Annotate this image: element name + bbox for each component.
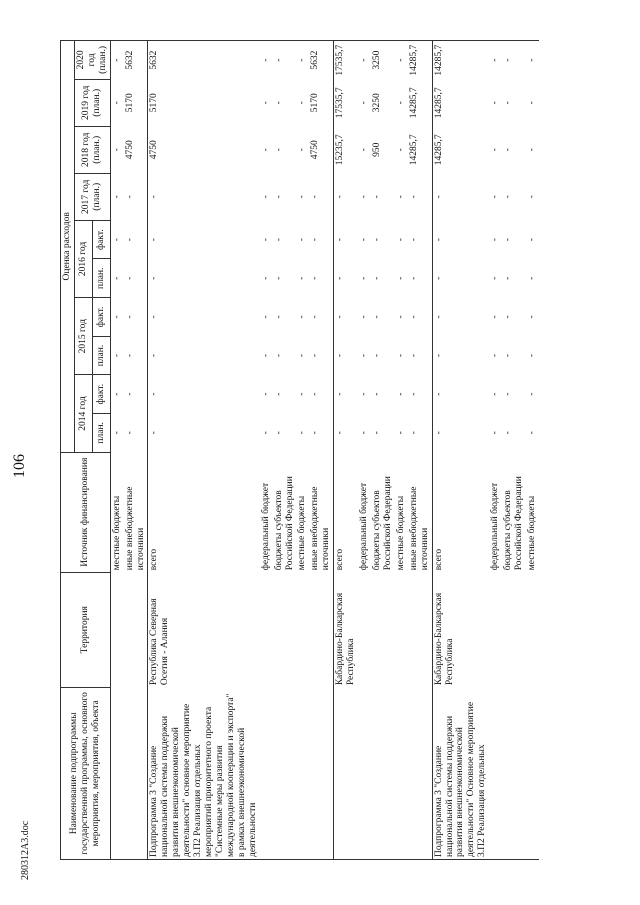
cell-territory	[309, 572, 333, 687]
cell-value: -	[359, 431, 370, 435]
cell-value: -	[297, 431, 308, 435]
cell-value: -	[490, 238, 501, 242]
cell-value: -	[260, 41, 273, 80]
cell-value: -	[371, 353, 382, 358]
cell-value: 3250	[371, 93, 382, 113]
cell-value: -	[371, 431, 382, 435]
cell-name	[110, 687, 123, 859]
cell-value: -	[335, 195, 346, 199]
cell-value: -	[490, 431, 501, 435]
header-2019: 2019 год (план.)	[74, 79, 110, 126]
cell-value: -	[490, 195, 501, 199]
cell-value: -	[124, 375, 148, 414]
cell-value: -	[503, 101, 514, 105]
cell-source: бюджеты субъектов Российской Федерации	[503, 476, 525, 571]
rotated-table-page	[60, 40, 620, 860]
cell-value: -	[273, 353, 284, 358]
cell-value: -	[309, 336, 333, 375]
cell-value: -	[408, 173, 432, 220]
cell-value: -	[124, 298, 148, 337]
cell-territory: Кабардино-Балкарская Республика	[335, 592, 357, 686]
table-body	[110, 41, 539, 860]
cell-source: бюджеты субъектов Российской Федерации	[371, 476, 393, 571]
table-row	[148, 41, 260, 860]
cell-source: иные внебюджетные источники	[408, 452, 432, 572]
header-2016: 2016 год	[74, 220, 92, 297]
cell-territory	[489, 572, 502, 687]
cell-value: 14285,7	[432, 41, 489, 80]
cell-value: -	[433, 392, 444, 396]
cell-value: -	[408, 220, 432, 259]
table-row	[371, 41, 395, 860]
cell-value: -	[297, 392, 308, 396]
cell-value: -	[335, 238, 346, 242]
cell-value: -	[297, 101, 308, 105]
cell-value: -	[273, 148, 284, 152]
cell-value: -	[309, 375, 333, 414]
cell-value: -	[359, 238, 370, 242]
cell-value: 5632	[309, 41, 333, 80]
cell-value: -	[149, 315, 160, 319]
cell-source: федеральный бюджет	[490, 482, 501, 571]
cell-value: -	[309, 220, 333, 259]
cell-value: -	[359, 195, 370, 199]
cell-value: -	[124, 414, 148, 453]
cell-name	[358, 687, 371, 859]
cell-value: -	[408, 336, 432, 375]
cell-name	[395, 687, 408, 859]
cell-value: 14285,7	[408, 126, 432, 173]
cell-value: -	[359, 101, 370, 105]
cell-value: -	[273, 195, 284, 199]
cell-value: 14285,7	[408, 41, 432, 80]
cell-name	[502, 687, 526, 859]
cell-value: -	[395, 431, 406, 435]
cell-value: -	[309, 414, 333, 453]
cell-value: -	[309, 259, 333, 298]
cell-value: -	[358, 41, 371, 80]
table-row	[124, 41, 148, 860]
header-2017: 2017 год (план.)	[74, 173, 110, 220]
cell-value: 14285,7	[408, 79, 432, 126]
cell-value: -	[260, 238, 271, 242]
cell-value: -	[526, 431, 537, 435]
cell-value: -	[273, 392, 284, 396]
cell-value: -	[526, 276, 537, 280]
cell-value: -	[433, 195, 444, 199]
cell-value: -	[408, 414, 432, 453]
header-fact: факт.	[92, 298, 110, 337]
cell-name	[124, 687, 148, 859]
cell-name	[371, 687, 395, 859]
cell-value: -	[335, 276, 346, 280]
cell-value: -	[260, 431, 271, 435]
cell-value: -	[395, 392, 406, 396]
table-row	[502, 41, 526, 860]
table-row	[334, 41, 358, 860]
cell-value: -	[490, 148, 501, 152]
cell-value: -	[297, 238, 308, 242]
cell-territory	[526, 572, 539, 687]
cell-value: -	[433, 353, 444, 358]
cell-value: -	[273, 276, 284, 280]
cell-territory	[395, 572, 408, 687]
header-plan: план.	[92, 414, 110, 453]
cell-source: бюджеты субъектов Российской Федерации	[273, 476, 295, 571]
header-2018: 2018 год (план.)	[74, 126, 110, 173]
cell-name	[260, 687, 273, 859]
header-2015: 2015 год	[74, 298, 92, 375]
cell-value: 17535,7	[335, 87, 346, 119]
footer-file-name: 280312А3.doc	[20, 820, 31, 880]
cell-value: -	[124, 173, 148, 220]
cell-value: -	[149, 392, 160, 396]
cell-value: 5170	[309, 79, 333, 126]
cell-value: -	[359, 315, 370, 319]
cell-value: -	[489, 41, 502, 80]
cell-value: 5170	[149, 93, 160, 113]
cell-value: -	[395, 315, 406, 319]
cell-name: Подпрограмма 3 "Создание национальной системы поддержки развития внешнеэкономической деятельности" Основное мероприятие 3.П2 Реализация отдельных	[432, 687, 489, 859]
cell-value: -	[260, 315, 271, 319]
cell-value: -	[371, 315, 382, 319]
table-row	[260, 41, 273, 860]
table-row	[358, 41, 371, 860]
page-number: 106	[11, 454, 28, 478]
cell-value: -	[490, 315, 501, 319]
cell-value: -	[149, 276, 160, 280]
cell-value: -	[490, 392, 501, 396]
cell-value: -	[111, 431, 122, 435]
cell-name	[334, 687, 358, 859]
cell-value: -	[526, 315, 537, 319]
header-territory: Территория	[61, 572, 111, 687]
cell-value: -	[490, 276, 501, 280]
header-2020: 2020 год (план.)	[74, 41, 110, 80]
cell-territory	[296, 572, 309, 687]
cell-value: -	[433, 276, 444, 280]
cell-value: -	[490, 353, 501, 358]
cell-value: -	[433, 431, 444, 435]
cell-value: -	[111, 276, 122, 280]
table-row	[408, 41, 432, 860]
cell-value: -	[395, 353, 406, 358]
cell-value: 950	[371, 142, 382, 157]
cell-source: местные бюджеты	[395, 495, 406, 571]
cell-name	[408, 687, 432, 859]
cell-name	[526, 687, 539, 859]
cell-value: -	[408, 298, 432, 337]
table-row	[273, 41, 297, 860]
cell-territory	[110, 572, 123, 687]
cell-territory	[273, 572, 297, 687]
table-row	[110, 41, 123, 860]
cell-value: -	[110, 41, 123, 80]
cell-name: Подпрограмма 3 "Создание национальной системы поддержки развития внешнеэкономической деятельности" основное мероприятие 3.П2 Реализация отдельных мероприятий приоритетного проекта "Системные меры развития международной кооперации и экспорта" в рамках внешнеэкономической деятельности	[148, 687, 260, 859]
cell-source: федеральный бюджет	[359, 482, 370, 571]
cell-source: всего	[335, 548, 346, 571]
cell-value: -	[297, 353, 308, 358]
cell-territory: Кабардино-Балкарская Республика	[433, 592, 455, 686]
cell-value: -	[297, 195, 308, 199]
cell-value: -	[260, 276, 271, 280]
cell-value: -	[526, 148, 537, 152]
cell-value: -	[260, 392, 271, 396]
cell-name	[309, 687, 333, 859]
cell-value: -	[149, 431, 160, 435]
cell-value: 14285,7	[433, 87, 444, 119]
cell-value: 15235,7	[335, 134, 346, 166]
cell-value: -	[526, 101, 537, 105]
header-estimate: Оценка расходов	[61, 41, 75, 453]
cell-territory	[408, 572, 432, 687]
cell-value: -	[273, 431, 284, 435]
cell-value: -	[526, 238, 537, 242]
cell-value: -	[408, 259, 432, 298]
cell-source: федеральный бюджет	[260, 482, 271, 571]
cell-value: -	[490, 101, 501, 105]
cell-value: 5170	[124, 79, 148, 126]
cell-value: -	[296, 41, 309, 80]
table-row	[432, 41, 489, 860]
cell-value: -	[297, 276, 308, 280]
cell-value: 3250	[371, 41, 395, 80]
expenditure-table	[60, 40, 539, 860]
cell-value: -	[124, 336, 148, 375]
header-plan: план.	[92, 259, 110, 298]
cell-value: -	[111, 315, 122, 319]
cell-value: -	[124, 259, 148, 298]
cell-value: -	[111, 195, 122, 199]
cell-territory	[260, 572, 273, 687]
cell-value: -	[111, 148, 122, 152]
cell-value: 17535,7	[334, 41, 358, 80]
cell-value: -	[149, 353, 160, 358]
cell-value: -	[502, 41, 526, 80]
cell-value: 5632	[124, 41, 148, 80]
cell-value: -	[503, 353, 514, 358]
cell-value: 5632	[148, 41, 260, 80]
cell-value: -	[433, 315, 444, 319]
cell-value: -	[395, 195, 406, 199]
header-plan: план.	[92, 336, 110, 375]
cell-value: -	[395, 41, 408, 80]
cell-source: местные бюджеты	[297, 495, 308, 571]
cell-value: -	[408, 375, 432, 414]
cell-value: -	[124, 220, 148, 259]
cell-value: -	[297, 148, 308, 152]
cell-value: -	[359, 148, 370, 152]
cell-value: -	[149, 238, 160, 242]
cell-value: 4750	[309, 126, 333, 173]
cell-value: -	[433, 238, 444, 242]
cell-value: -	[260, 353, 271, 358]
cell-value: -	[260, 148, 271, 152]
cell-value: -	[395, 148, 406, 152]
cell-value: -	[309, 298, 333, 337]
table-row	[526, 41, 539, 860]
cell-value: -	[111, 392, 122, 396]
cell-value: 14285,7	[433, 134, 444, 166]
cell-value: -	[111, 238, 122, 242]
table-row	[309, 41, 333, 860]
cell-value: -	[111, 101, 122, 105]
cell-value: -	[335, 353, 346, 358]
cell-territory	[124, 572, 148, 687]
cell-value: -	[273, 315, 284, 319]
cell-value: -	[335, 392, 346, 396]
cell-name	[273, 687, 297, 859]
cell-value: -	[273, 41, 297, 80]
cell-value: -	[395, 276, 406, 280]
header-fact: факт.	[92, 375, 110, 414]
cell-value: -	[371, 195, 382, 199]
cell-value: -	[526, 353, 537, 358]
cell-value: -	[503, 238, 514, 242]
cell-value: -	[111, 353, 122, 358]
header-fact: факт.	[92, 220, 110, 259]
cell-value: -	[503, 431, 514, 435]
cell-source: всего	[433, 548, 444, 571]
cell-value: -	[526, 392, 537, 396]
cell-value: -	[359, 392, 370, 396]
cell-value: -	[395, 238, 406, 242]
cell-value: -	[335, 431, 346, 435]
cell-territory	[502, 572, 526, 687]
cell-name	[296, 687, 309, 859]
cell-value: -	[359, 276, 370, 280]
table-row	[296, 41, 309, 860]
cell-value: -	[503, 276, 514, 280]
cell-value: -	[335, 315, 346, 319]
cell-value: -	[503, 148, 514, 152]
cell-value: -	[526, 41, 539, 80]
header-2014: 2014 год	[74, 375, 92, 452]
cell-source: иные внебюджетные источники	[124, 452, 148, 572]
cell-name	[489, 687, 502, 859]
cell-source: всего	[149, 548, 160, 571]
cell-value: -	[297, 315, 308, 319]
cell-value: -	[371, 238, 382, 242]
header-source: Источник финансирования	[61, 452, 111, 572]
cell-territory	[371, 572, 395, 687]
cell-value: -	[260, 101, 271, 105]
cell-source: иные внебюджетные источники	[309, 452, 333, 572]
cell-value: -	[503, 315, 514, 319]
cell-source: местные бюджеты	[111, 495, 122, 571]
cell-value: 4750	[149, 140, 160, 160]
table-row	[489, 41, 502, 860]
cell-value: -	[503, 392, 514, 396]
cell-value: -	[526, 195, 537, 199]
cell-value: -	[273, 101, 284, 105]
cell-value: -	[359, 353, 370, 358]
cell-source: местные бюджеты	[526, 495, 537, 571]
cell-territory	[358, 572, 371, 687]
table-row	[395, 41, 408, 860]
cell-value: -	[371, 276, 382, 280]
cell-value: -	[371, 392, 382, 396]
header-name: Наименование подпрограммы государственной программы, основного мероприятия, мероприятия, объекта	[61, 687, 111, 859]
cell-value: -	[273, 238, 284, 242]
cell-territory: Республика Северная Осетия - Алания	[149, 598, 171, 686]
cell-value: -	[395, 101, 406, 105]
cell-value: -	[309, 173, 333, 220]
cell-value: 4750	[124, 126, 148, 173]
cell-value: -	[149, 195, 160, 199]
cell-value: -	[503, 195, 514, 199]
cell-value: -	[260, 195, 271, 199]
